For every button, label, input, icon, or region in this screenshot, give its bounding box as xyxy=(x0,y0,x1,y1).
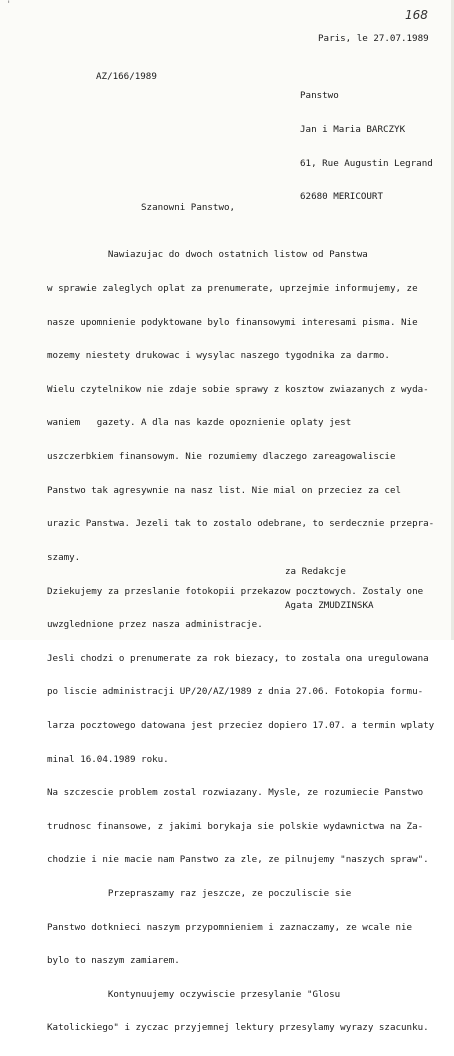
body-line: waniem gazety. A dla nas kazde opoznienie oplaty jest xyxy=(47,417,352,429)
date-line: Paris, le 27.07.1989 xyxy=(318,33,429,44)
recipient-line: Jan i Maria BARCZYK xyxy=(300,124,406,136)
body-line: chodzie i nie macie nam Panstwo za zle, ze pilnujemy "naszych spraw". xyxy=(47,854,429,866)
handwritten-page-number: 168 xyxy=(405,8,428,22)
body-line: urazic Panstwa. Jezeli tak to zostalo odebrane, to serdecznie przepra- xyxy=(47,518,435,530)
signature-block xyxy=(285,544,374,634)
body-line: Panstwo dotknieci naszym przypomnieniem i zaznaczamy, ze wcale nie xyxy=(47,921,413,933)
letter-body xyxy=(47,227,447,1056)
body-line: minal 16.04.1989 roku. xyxy=(47,753,169,765)
body-line: szamy. xyxy=(47,551,81,563)
recipient-line: Panstwo xyxy=(300,90,339,102)
recipient-address xyxy=(300,68,433,225)
body-line: w sprawie zaleglych oplat za prenumerate, uprzejmie informujemy, ze xyxy=(47,283,418,295)
salutation: Szanowni Panstwo, xyxy=(141,202,236,213)
recipient-line: 62680 MERICOURT xyxy=(300,191,383,203)
body-line: Wielu czytelnikow nie zdaje sobie sprawy z kosztow zwiazanych z wyda- xyxy=(47,383,429,395)
body-line: Nawiazujac do dwoch ostatnich listow od Panstwa xyxy=(47,249,368,261)
body-line: Panstwo tak agresywnie na nasz list. Nie mial on przeciez za cel xyxy=(47,484,402,496)
body-line: mozemy niestety drukowac i wysylac naszego tygodnika za darmo. xyxy=(47,350,390,362)
signature-line: za Redakcje xyxy=(285,566,346,578)
signature-name: Agata ZMUDZINSKA xyxy=(285,600,374,612)
body-line: Kontynuujemy oczywiscie przesylanie "Glosu xyxy=(47,988,341,1000)
body-line: uszczerbkiem finansowym. Nie rozumiemy dlaczego zareagowaliscie xyxy=(47,451,396,463)
body-line: Dziekujemy za przeslanie fotokopii przekazow pocztowych. Zostaly one xyxy=(47,585,424,597)
body-line: Na szczescie problem zostal rozwiazany. Mysle, ze rozumiecie Panstwo xyxy=(47,787,424,799)
body-line: po liscie administracji UP/20/AZ/1989 z dnia 27.06. Fotokopia formu- xyxy=(47,686,424,698)
recipient-line: 61, Rue Augustin Legrand xyxy=(300,157,433,169)
body-line: Przepraszamy raz jeszcze, ze poczuliscie sie xyxy=(47,887,352,899)
body-line: Katolickiego" i zyczac przyjemnej lektury przesylamy wyrazy szacunku. xyxy=(47,1022,429,1034)
corner-mark: ' xyxy=(6,0,17,10)
body-line: uwzglednione przez nasza administracje. xyxy=(47,619,263,631)
body-line: nasze upomnienie podyktowane bylo finansowymi interesami pisma. Nie xyxy=(47,316,418,328)
reference-number: AZ/166/1989 xyxy=(96,71,157,82)
body-line: Jesli chodzi o prenumerate za rok biezacy, to zostala ona uregulowana xyxy=(47,652,429,664)
body-line: larza pocztowego datowana jest przeciez dopiero 17.07. a termin wplaty xyxy=(47,719,435,731)
body-line: trudnosc finansowe, z jakimi borykaja sie polskie wydawnictwa na Za- xyxy=(47,820,424,832)
body-line: bylo to naszym zamiarem. xyxy=(47,955,180,967)
